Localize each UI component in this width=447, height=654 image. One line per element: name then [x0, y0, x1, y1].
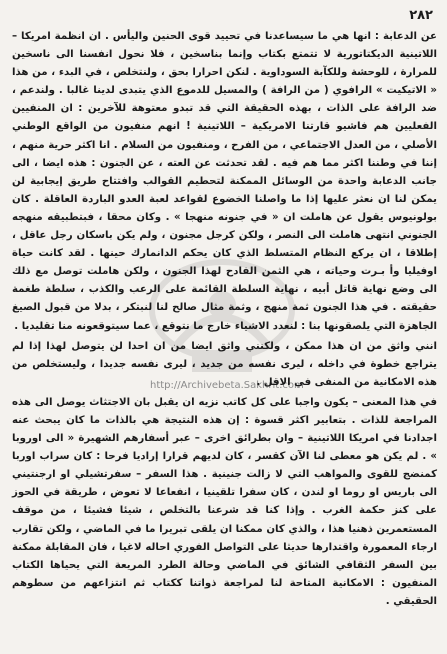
body-text — [12, 28, 437, 611]
paragraph-2: انني واثق من ان هذا ممكن ، ولكنني واثق ايضا من ان احدا لن يتوصل لهذا إذا لم يتراجع خطوة في داخله ، ليرى نفسه من جديد ، ليرى نفسه جديدا ، وليستخلص من هذه الامكانية من المنفى في الاقل . — [12, 340, 437, 388]
archive-watermark-url: http://Archivebeta.Sakhrit.com — [150, 380, 304, 391]
page-number: ٢٨٢ — [409, 8, 433, 23]
paragraph-1: عن الدعابة : انها هي ما سيساعدنا في تحييد قوى الحنين واليأس . ان انظمة امريكا – اللاتينية الديكتاتورية لا تتمتع بكتاب وإنما بناسخين ، فلا نحول انفسنا الى ناسخين للمرارة ، للوحشة وللكآبة السوداوية . لنكن احرارا بحق ، ولنتخلص ، في البدء ، من هذا « الاتيكيت » الرافوي ( من الرافة ) والمسيل للدموع الذي يتبدى لدينا غالبا . ولندعم ، ضد الرافة على الذات ، بهذه الحقيقة التي قد تبدو معتوهة للآخرين : ان المنفيين الفعليين هم فاشيو قارتنا الامريكية – اللاتينية ! انهم منفيون من الواقع الوطني الأصلي ، من العدل الاجتماعي ، من الفرح ، ومنفيون من السلام . انا اكثر حرية منهم ، إننا في وطننا اكثر مما هم فيه . لقد تحدثت عن العته ، عن الجنون : هذه ايضا ، الى جانب الدعابة واحدة من الوسائل الممكنة لتحطيم القوالب وافتتاح طريق إيجابية لن يمكن لنا ان نعثر عليها إذا ما واصلنا الخضوع لقواعد لعبة العدو الباردة العاقلة . كان بولونيوس يقول عن هاملت ان « في جنونه منهجا » . وكان محقا ، فبتطبيقه منهجه الجنوني انتهى هاملت الى النصر ، ولكن كرجل مجنون ، ولم يكن باسكان رجل عاقل ، إطلاقا ، ان يركع النظام المتسلط الذي كان يحكم الدانمارك حينها . لقد كانت حياة اوفيليا وأ بـرت وحياته ، هي الثمن الفادح لهذا الجنون ، ولكن هاملت توصل مع ذلك الى وضع نهاية قاتل أبيه ، نهاية السلطة القائمة على الرعب والكذب ، سلطة طغمة حقيقته . في هذا الجنون ثمة منهج ، وثمة مثال صالح لنا لنبتكر ، بدلا من قبول الصيغ الجاهزة التي يلصقونها بنا : لنعدد الاشياء خارج ما نتوقع ، عما سيتوقعونه منا تقليديا . — [12, 31, 437, 332]
paragraph-3: في هذا المعنى – يكون واجبا على كل كاتب نزيه ان يقبل بان الاجتثاث يوصل الى هذه المراجعة للذات . بتعابير اكثر قسوة : إن هذه النتيجة هي بالذات ما كان يبحث عنه اجدادنا في امريكا اللاتينية – وان بطرائق اخرى – عبر أسفارهم الشهيرة « الى اوروبا » . لم يكن هو معطى لنا الآن كقسر ، كان لديهم قرارا إراديا فرحا : كان سراب اوربا كمنضج للقوى والمواهب التي لا زالت جنينية . هذا السفر – سفرتشيلي او ارجنتيني الى باريس او روما او لندن ، كان سفرا تلقينيا ، انفعاعا لا تعوض ، طريقة في الحوز على كنز حكمة الغرب . وإذا كنا قد شرعنا بالتخلص ، شيئا فشيئا ، من موقف المستعمرين ذهنيا هذا ، والذي كان ممكنا ان يلقى تبريرا ما في الماضي ، ولكن تقارب ارجاء المعمورة واقتدارها حديثا على التواصل الفوري احاله لاغيا ، فان المقابلة ممكنة بين السفر الثقافي الشائق في الماضي وحالة الطرد المريعة التي يحياها الكتاب المنفيون : الامكانية المتاحة لنا لمراجعة ذواتنا ككتاب ثم انتزاعهم من سطوهم الحقيقي . — [12, 396, 437, 607]
